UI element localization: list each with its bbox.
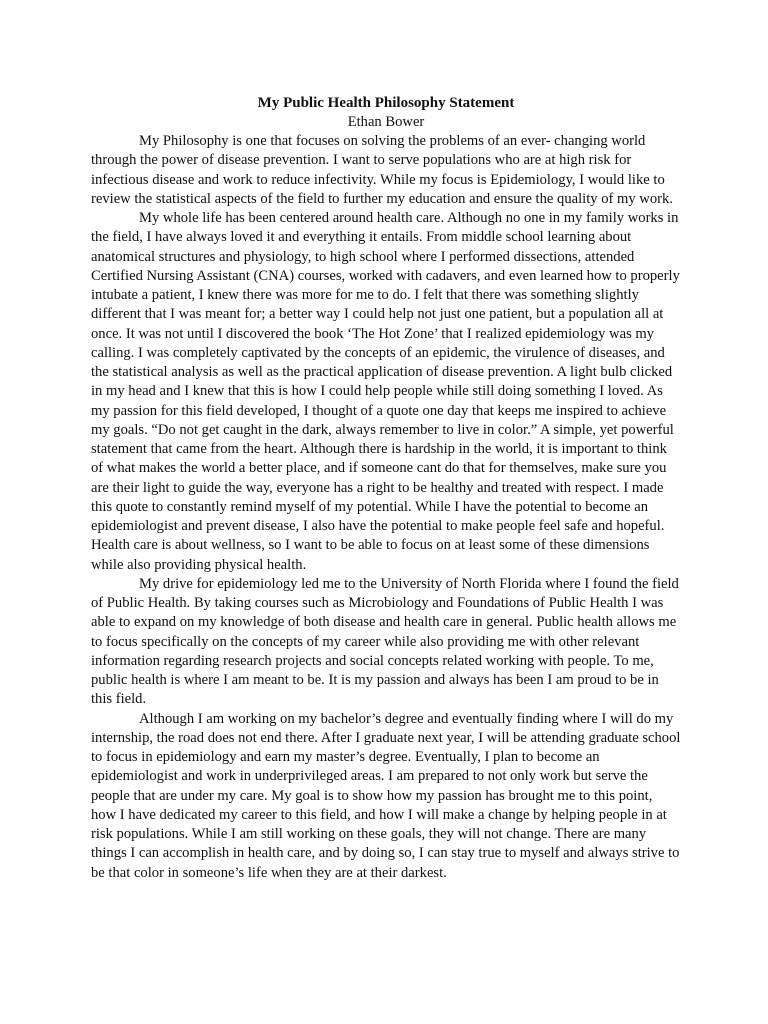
paragraph-2: My whole life has been centered around health care. Although no one in my family works in the field, I have always loved it and everything it entails. From middle school learning about anatomical structures and physiology, to high school where I performed dissections, attended Certified Nursing Assistant (CNA) courses, worked with cadavers, and even learned how to properly intubate a patient, I knew there was more for me to do. I felt that there was something slightly different that I was meant for; a better way I could help not just one patient, but a population all at once. It was not until I discovered the book ‘The Hot Zone’ that I realized epidemiology was my calling. I was completely captivated by the concepts of an epidemic, the virulence of diseases, and the statistical analysis as well as the practical application of disease prevention. A light bulb clicked in my head and I knew that this is how I could help people while still doing something I loved. As my passion for this field developed, I thought of a quote one day that keeps me inspired to achieve my goals. “Do not get caught in the dark, always remember to live in color.” A simple, yet powerful statement that came from the heart. Although there is hardship in the world, it is important to think of what makes the world a better place, and if someone cant do that for themselves, make sure you are their light to guide the way, everyone has a right to be healthy and treated with respect. I made this quote to constantly remind myself of my potential. While I have the potential to become an epidemiologist and prevent disease, I also have the potential to make people feel safe and hopeful. Health care is about wellness, so I want to be able to focus on at least some of these dimensions while also providing physical health. [91,210,680,573]
document-page [91,93,681,883]
paragraph-1: My Philosophy is one that focuses on solving the problems of an ever- changing world through the power of disease prevention. I want to serve populations who are at high risk for infectious disease and work to reduce infectivity. While my focus is Epidemiology, I would like to review the statistical aspects of the field to further my education and ensure the quality of my work. [91,133,673,207]
document-author: Ethan Bower [347,114,425,130]
paragraph-4: Although I am working on my bachelor’s degree and eventually finding where I will do my internship, the road does not end there. After I graduate next year, I will be attending graduate school to focus in epidemiology and earn my master’s degree. Eventually, I plan to become an epidemiologist and work in underprivileged areas. I am prepared to not only work but serve the people that are under my care. My goal is to show how my passion has brought me to this point, how I have dedicated my career to this field, and how I will make a change by helping people in at risk populations. While I am still working on these goals, they will not change. There are many things I can accomplish in health care, and by doing so, I can stay true to myself and always strive to be that color in someone’s life when they are at their darkest. [91,710,681,881]
document-title: My Public Health Philosophy Statement [257,95,515,111]
paragraph-3: My drive for epidemiology led me to the University of North Florida where I found the field of Public Health. By taking courses such as Microbiology and Foundations of Public Health I was able to expand on my knowledge of both disease and health care in general. Public health allows me to focus specifically on the concepts of my career while also providing me with other relevant information regarding research projects and social concepts related working with people. To me, public health is where I am meant to be. It is my passion and always has been I am proud to be in this field. [91,575,679,708]
